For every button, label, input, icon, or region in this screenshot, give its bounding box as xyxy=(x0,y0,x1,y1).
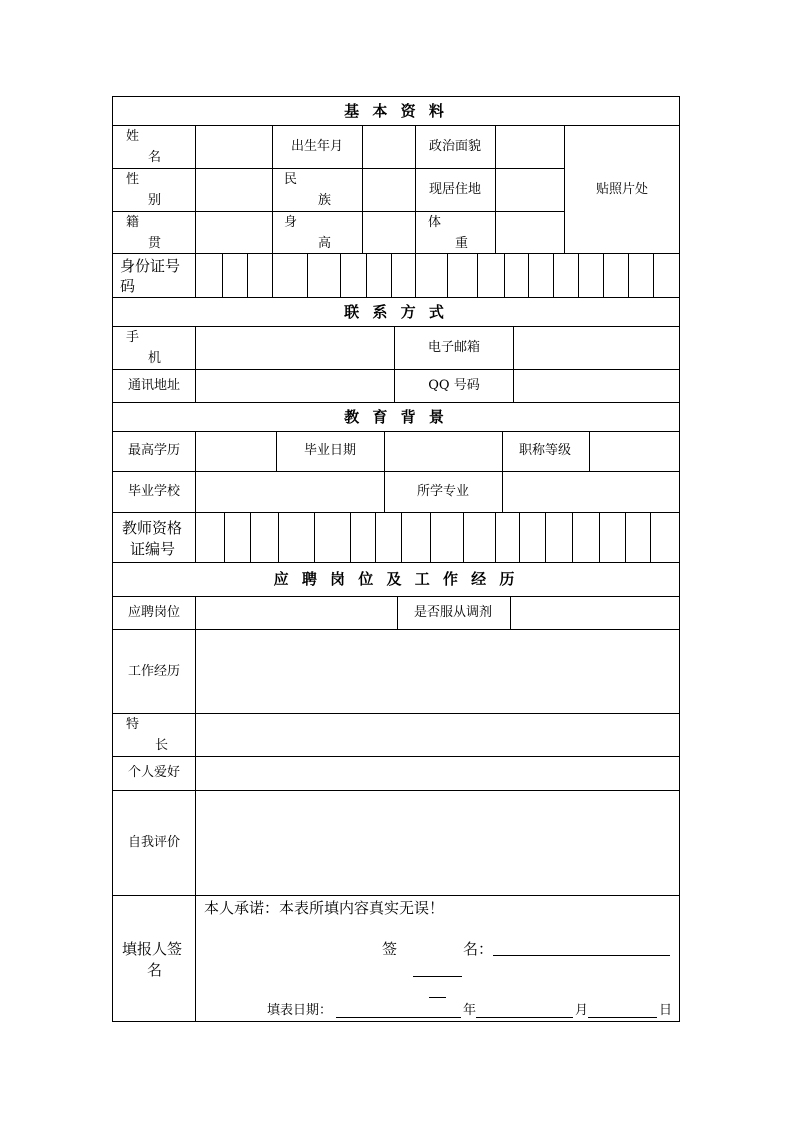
border-top xyxy=(112,96,680,97)
row-line xyxy=(112,402,680,403)
origin-field[interactable] xyxy=(196,212,272,253)
signature-line[interactable] xyxy=(493,955,670,956)
label-signer-first: 填报人签 xyxy=(122,940,183,958)
label-gender-first: 性 xyxy=(126,172,140,187)
photo-placeholder: 贴照片处 xyxy=(595,182,649,197)
fill-date-label: 填表日期： xyxy=(267,1003,333,1018)
work-experience-field[interactable] xyxy=(196,630,679,713)
label-position: 应聘岗位 xyxy=(127,605,181,620)
skills-field[interactable] xyxy=(196,714,679,756)
label-phone-first: 手 xyxy=(126,330,140,345)
month-label: 月 xyxy=(575,1003,589,1018)
political-status-field[interactable] xyxy=(496,126,564,168)
col-line xyxy=(394,326,395,402)
section-contact: 联 系 方 式 xyxy=(344,303,448,321)
signature-label-first: 签 xyxy=(382,940,398,958)
weight-field[interactable] xyxy=(496,212,564,253)
row-line xyxy=(112,895,680,896)
label-address: 通讯地址 xyxy=(127,378,181,393)
self-evaluation-field[interactable] xyxy=(196,791,679,895)
signature-label-second: 名： xyxy=(463,940,494,958)
label-residence: 现居住地 xyxy=(428,182,482,197)
label-height-second: 高 xyxy=(318,236,332,251)
height-field[interactable] xyxy=(363,212,415,253)
gender-field[interactable] xyxy=(196,169,272,211)
label-school: 毕业学校 xyxy=(127,484,181,499)
id-number-field[interactable] xyxy=(196,254,679,297)
label-ethnicity-second: 族 xyxy=(318,193,332,208)
day-label: 日 xyxy=(659,1003,673,1018)
col-line xyxy=(276,431,277,471)
title-level-field[interactable] xyxy=(590,432,679,471)
label-title-level: 职称等级 xyxy=(518,443,572,458)
label-skills-first: 特 xyxy=(126,717,140,732)
position-field[interactable] xyxy=(196,597,397,629)
label-skills-second: 长 xyxy=(155,738,169,753)
border-bottom xyxy=(112,1021,680,1022)
label-id-number-second: 码 xyxy=(120,277,136,295)
residence-field[interactable] xyxy=(496,169,564,211)
label-signer-second: 名 xyxy=(147,961,163,979)
section-basic-info: 基 本 资 料 xyxy=(344,102,448,120)
col-line xyxy=(564,125,565,253)
col-line xyxy=(415,125,416,253)
label-self-evaluation: 自我评价 xyxy=(127,835,181,850)
section-education: 教 育 背 景 xyxy=(344,408,448,426)
label-email: 电子邮箱 xyxy=(427,340,481,355)
border-right xyxy=(679,96,680,1022)
col-line xyxy=(384,471,385,512)
label-origin-first: 籍 xyxy=(126,215,140,230)
year-line[interactable] xyxy=(336,1017,461,1018)
section-job: 应 聘 岗 位 及 工 作 经 历 xyxy=(273,570,519,588)
label-highest-degree: 最高学历 xyxy=(127,443,181,458)
col-line xyxy=(397,596,398,629)
label-accept-adjustment: 是否服从调剂 xyxy=(413,605,493,620)
label-teacher-cert-first: 教师资格 xyxy=(122,519,183,537)
signature-line-end xyxy=(429,997,446,998)
label-phone-second: 机 xyxy=(148,351,162,366)
month-line[interactable] xyxy=(476,1017,573,1018)
label-work-experience: 工作经历 xyxy=(127,664,181,679)
email-field[interactable] xyxy=(514,327,679,369)
graduation-date-field[interactable] xyxy=(385,432,502,471)
hobbies-field[interactable] xyxy=(196,757,679,790)
pledge-text: 本人承诺：本表所填内容真实无误！ xyxy=(204,899,445,917)
label-weight-second: 重 xyxy=(455,236,469,251)
label-qq: QQ 号码 xyxy=(428,378,480,393)
address-field[interactable] xyxy=(196,370,394,402)
border-left xyxy=(112,96,113,1022)
row-line xyxy=(112,562,680,563)
label-major: 所学专业 xyxy=(416,484,470,499)
label-name-first: 姓 xyxy=(126,129,140,144)
day-line[interactable] xyxy=(588,1017,657,1018)
label-teacher-cert-second: 证编号 xyxy=(130,540,176,558)
label-weight-first: 体 xyxy=(428,215,442,230)
accept-adjustment-field[interactable] xyxy=(511,597,679,629)
label-height-first: 身 xyxy=(284,215,298,230)
ethnicity-field[interactable] xyxy=(363,169,415,211)
name-field[interactable] xyxy=(196,126,272,168)
col-line xyxy=(272,125,273,253)
label-gender-second: 别 xyxy=(148,193,162,208)
row-line xyxy=(112,297,680,298)
label-id-number-first: 身份证号 xyxy=(120,257,181,275)
col-line xyxy=(502,431,503,471)
label-name-second: 名 xyxy=(148,150,162,165)
label-origin-second: 贯 xyxy=(148,236,162,251)
teacher-cert-number-field[interactable] xyxy=(196,513,679,562)
phone-field[interactable] xyxy=(196,327,394,369)
highest-degree-field[interactable] xyxy=(196,432,276,471)
major-field[interactable] xyxy=(503,472,679,512)
label-birth-date: 出生年月 xyxy=(290,139,344,154)
label-graduation-date: 毕业日期 xyxy=(303,443,357,458)
qq-field[interactable] xyxy=(514,370,679,402)
signature-line-continued xyxy=(413,976,462,977)
school-field[interactable] xyxy=(196,472,384,512)
label-ethnicity-first: 民 xyxy=(284,172,298,187)
birth-date-field[interactable] xyxy=(363,126,415,168)
label-hobbies: 个人爱好 xyxy=(127,765,181,780)
label-political-status: 政治面貌 xyxy=(428,139,482,154)
year-label: 年 xyxy=(463,1003,477,1018)
